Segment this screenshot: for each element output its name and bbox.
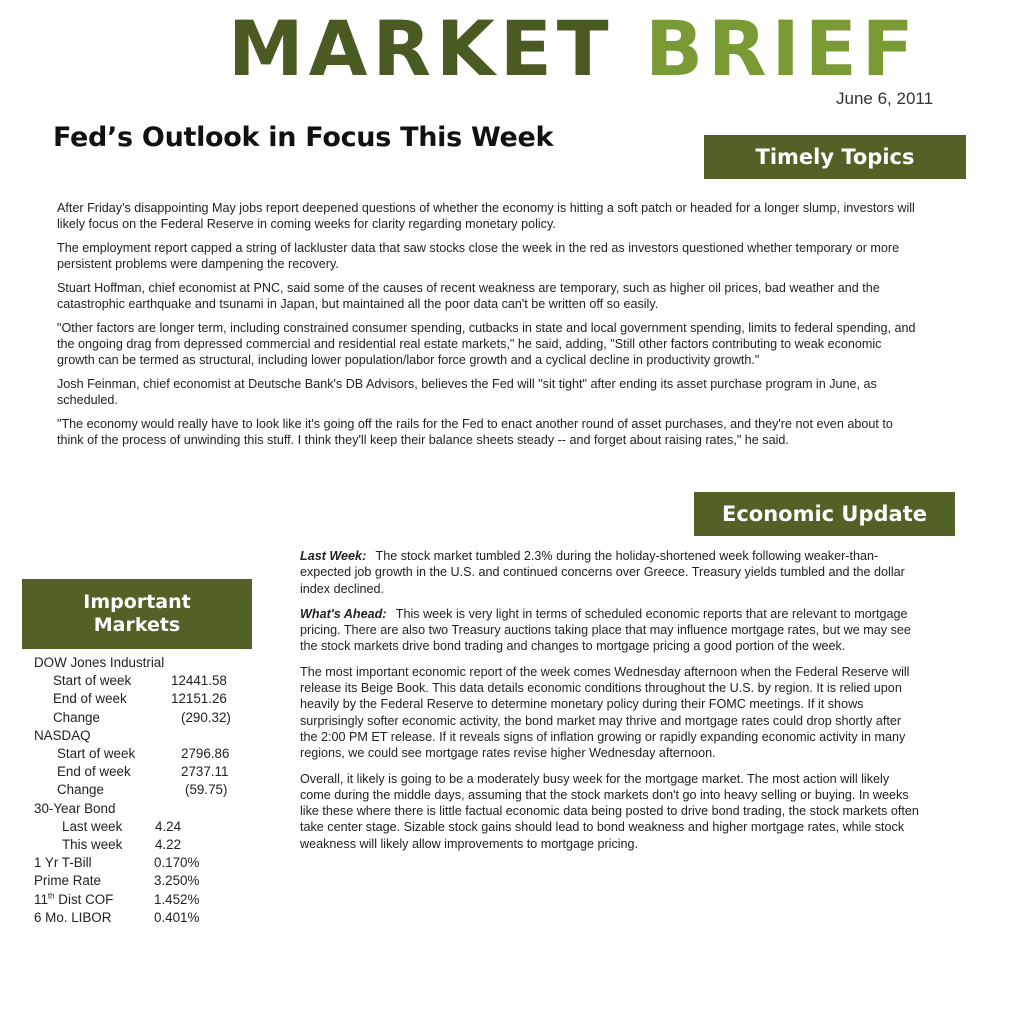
prime-rate-value: 3.250% bbox=[154, 873, 200, 889]
economic-update-section bbox=[300, 548, 920, 861]
headline: Fed’s Outlook in Focus This Week bbox=[53, 122, 554, 153]
rate-row bbox=[34, 891, 254, 909]
important-markets-title-line2: Markets bbox=[93, 614, 181, 636]
nasdaq-start-label: Start of week bbox=[57, 746, 136, 762]
update-paragraph: The most important economic report of the week comes Wednesday afternoon when the Federal Reserve will release its Beige Book. This data details economic conditions throughout the U.S. by region. It is relied upon heavily by the Federal Reserve to determine monetary policy during their FOMC meetings. If it shows surprisingly softer economic activity, the bond market may thrive and mortgage rates could drop shortly after the 2:00 PM ET release. If it reveals signs of inflation growing or rapidly expanding economic activity in many regions, we could see mortgage rates revise higher Wednesday afternoon. bbox=[300, 664, 910, 761]
whats-ahead-text: This week is very light in terms of scheduled economic reports that are relevant to mortgage pricing. There are also two Treasury auctions taking place that may influence mortgage rates, but we may see the stock markets drive bond trading and changes to mortgage pricing a good portion of the week. bbox=[300, 606, 911, 654]
bond-last-label: Last week bbox=[62, 818, 123, 834]
last-week-text: The stock market tumbled 2.3% during the holiday-shortened week following weaker-than-expected job growth in the U.S. and continued concerns over Greece. Treasury yields tumbled and the dollar index declined. bbox=[300, 549, 905, 596]
bond-last-value: 4.24 bbox=[155, 818, 182, 834]
masthead-brief: BRIEF bbox=[645, 4, 919, 93]
update-paragraph: Overall, it likely is going to be a moderately busy week for the mortgage market. The most action will likely come during the middle days, assuming that the stock markets don't go into heavy selling or buying. In weeks like these where there is little factual economic data being posted to drive bond trading, the stock markets often take center stage. Sizable stock gains should lead to bond weakness and higher mortgage rates, while stock weakness will likely allow improvements to mortgage pricing. bbox=[300, 771, 919, 851]
nasdaq-row bbox=[34, 781, 254, 799]
economic-update-banner: Economic Update bbox=[694, 492, 955, 536]
dow-row bbox=[34, 709, 254, 727]
bond-this-label: This week bbox=[62, 837, 123, 853]
bond-heading: 30-Year Bond bbox=[34, 800, 116, 816]
tbill-label: 1 Yr T-Bill bbox=[34, 855, 92, 871]
cof-label bbox=[34, 891, 154, 909]
prime-rate-label: Prime Rate bbox=[34, 873, 101, 889]
dow-end-value: 12151.26 bbox=[171, 691, 227, 707]
nasdaq-change-value: (59.75) bbox=[185, 782, 228, 798]
masthead-market: MARKET bbox=[228, 4, 614, 93]
nasdaq-change-label: Change bbox=[57, 782, 104, 798]
dow-change-value: (290.32) bbox=[181, 709, 231, 725]
rate-row bbox=[34, 872, 254, 890]
article-paragraph: Josh Feinman, chief economist at Deutsche Bank's DB Advisors, believes the Fed will "sit tight" after ending its asset purchase program in June, as scheduled. bbox=[57, 377, 877, 407]
article-paragraph: "Other factors are longer term, including constrained consumer spending, cutbacks in state and local government spending, limits to federal spending, and the ongoing drag from depressed commercial and residential real estate markets," he said, adding, "Still other factors contributing to weak economic growth can be termed as structural, including lower population/labor force growth and a cyclical decline in productivity growth." bbox=[57, 321, 916, 367]
cof-label-sup: th bbox=[47, 891, 55, 901]
markets-table bbox=[34, 654, 254, 927]
bond-this-value: 4.22 bbox=[155, 837, 182, 853]
article-paragraph: Stuart Hoffman, chief economist at PNC, said some of the causes of recent weakness are temporary, such as higher oil prices, bad weather and the catastrophic earthquake and tsunami in Japan, but maintained all the poor data can't be written off so easily. bbox=[57, 281, 880, 311]
bond-row bbox=[34, 836, 254, 854]
cof-label-rest: Dist COF bbox=[54, 891, 114, 907]
nasdaq-end-label: End of week bbox=[57, 764, 131, 780]
issue-date: June 6, 2011 bbox=[836, 89, 934, 108]
article-paragraph: The employment report capped a string of lackluster data that saw stocks close the week in the red as investors questioned whether temporary or more persistent problems were dampening the recovery. bbox=[57, 241, 900, 271]
last-week-label: Last Week: bbox=[300, 549, 367, 563]
nasdaq-row bbox=[34, 763, 254, 781]
article-paragraph: After Friday's disappointing May jobs report deepened questions of whether the economy is hitting a soft patch or headed for a longer slump, investors will likely focus on the Federal Reserve in coming weeks for clarity regarding monetary policy. bbox=[57, 201, 915, 231]
libor-label: 6 Mo. LIBOR bbox=[34, 909, 112, 925]
whats-ahead-paragraph bbox=[300, 606, 920, 655]
rate-row bbox=[34, 854, 254, 872]
libor-value: 0.401% bbox=[154, 909, 200, 925]
important-markets-title-line1: Important bbox=[83, 591, 191, 613]
timely-topics-banner: Timely Topics bbox=[704, 135, 966, 179]
nasdaq-end-value: 2737.11 bbox=[181, 764, 229, 780]
whats-ahead-label: What's Ahead: bbox=[300, 606, 387, 621]
main-article bbox=[57, 200, 917, 456]
important-markets-banner bbox=[22, 579, 252, 649]
cof-label-num: 11 bbox=[34, 891, 48, 907]
dow-heading: DOW Jones Industrial bbox=[34, 655, 165, 670]
dow-row bbox=[34, 672, 254, 690]
rate-row bbox=[34, 909, 254, 927]
tbill-value: 0.170% bbox=[154, 855, 200, 871]
dow-end-label: End of week bbox=[53, 691, 127, 707]
dow-change-label: Change bbox=[53, 709, 100, 725]
nasdaq-start-value: 2796.86 bbox=[181, 746, 230, 762]
cof-value: 1.452% bbox=[154, 891, 200, 907]
dow-start-value: 12441.58 bbox=[171, 673, 227, 689]
article-paragraph: "The economy would really have to look like it's going off the rails for the Fed to enact another round of asset purchases, and they're not even about to think of the process of unwinding this stuff. I think they'll keep their balance sheets steady -- and forget about raising rates," he said. bbox=[57, 417, 893, 447]
dow-row bbox=[34, 690, 254, 708]
nasdaq-heading: NASDAQ bbox=[34, 727, 91, 743]
bond-row bbox=[34, 818, 254, 836]
last-week-paragraph bbox=[300, 548, 920, 597]
dow-start-label: Start of week bbox=[53, 673, 132, 689]
nasdaq-row bbox=[34, 745, 254, 763]
masthead bbox=[228, 4, 919, 94]
